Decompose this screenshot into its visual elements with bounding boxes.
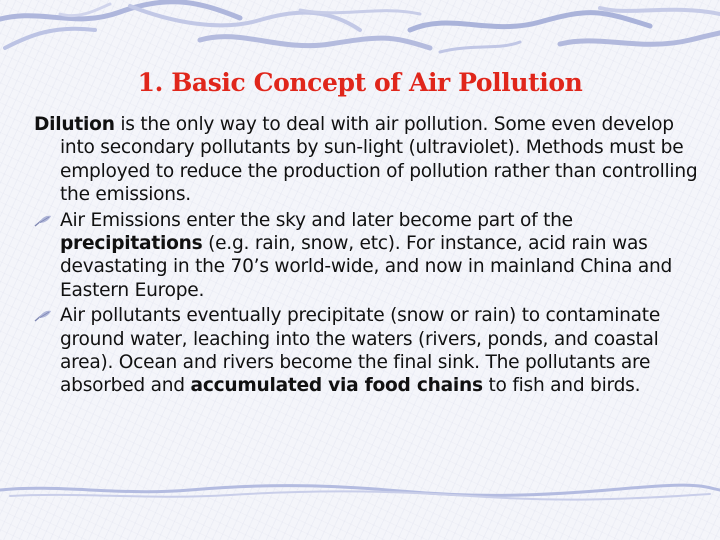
bullet-item-food-chains <box>34 304 702 398</box>
bullet-bold-term: precipitations <box>60 233 203 255</box>
bullet-item-precipitations <box>34 209 702 303</box>
bottom-wave-divider <box>0 480 720 504</box>
bullet-bold-term: accumulated via food chains <box>190 375 483 397</box>
bullet-text-post: to fish and birds. <box>482 375 641 397</box>
feather-quill-icon <box>34 310 52 322</box>
bullet-text-pre: Air Emissions enter the sky and later become part of the <box>60 209 573 231</box>
top-wave-decoration <box>0 0 720 62</box>
bullet-text-post: (e.g. rain, snow, etc). For instance, acid rain was devastating in the 70’s world-wide, and now in mainland China and Eastern Europe. <box>60 233 673 301</box>
slide-body <box>34 113 702 400</box>
intro-paragraph <box>34 113 702 207</box>
feather-quill-icon <box>34 215 52 227</box>
intro-bold-term: Dilution <box>34 114 115 135</box>
intro-text: is the only way to deal with air pollution. Some even develop into secondary pollutants by sun-light (ultraviolet). Methods must be employed to reduce the production of pollution rather than controlling the emissions. <box>60 114 698 206</box>
slide-title: 1. Basic Concept of Air Pollution <box>137 68 583 97</box>
bullet-text-pre: Air pollutants eventually precipitate (snow or rain) to contaminate ground water, leaching into the waters (rivers, ponds, and coastal area). Ocean and rivers become the final sink. The pollutants are absorbed and <box>60 305 661 397</box>
